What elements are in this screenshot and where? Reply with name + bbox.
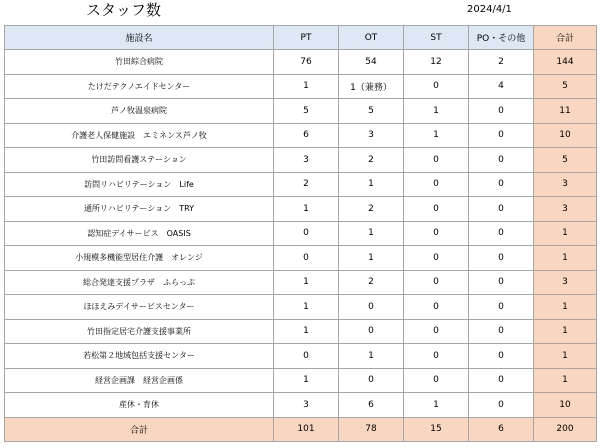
total-sum: 200 [534, 417, 597, 441]
cell-facility: 認知症デイサービス OASIS [5, 221, 274, 246]
cell-pt: 3 [274, 148, 339, 173]
cell-ot: 0 [339, 295, 404, 320]
header-ot: OT [339, 26, 404, 50]
cell-ot: 5 [339, 99, 404, 124]
cell-total: 11 [534, 99, 597, 124]
cell-po: 0 [469, 295, 534, 320]
table-row [5, 123, 597, 148]
cell-st: 0 [404, 368, 469, 393]
cell-po: 0 [469, 368, 534, 393]
cell-st: 0 [404, 148, 469, 173]
cell-po: 0 [469, 393, 534, 418]
cell-total: 1 [534, 344, 597, 369]
header-st: ST [404, 26, 469, 50]
header-total: 合計 [534, 26, 597, 50]
cell-pt: 6 [274, 123, 339, 148]
total-po: 6 [469, 417, 534, 441]
cell-ot: 2 [339, 197, 404, 222]
cell-st: 0 [404, 295, 469, 320]
cell-total: 5 [534, 74, 597, 99]
cell-facility: 産休・育休 [5, 393, 274, 418]
cell-st: 0 [404, 319, 469, 344]
cell-total: 1 [534, 368, 597, 393]
cell-ot: 54 [339, 50, 404, 75]
table-row [5, 295, 597, 320]
cell-po: 0 [469, 172, 534, 197]
cell-facility: 通所リハビリテーション TRY [5, 197, 274, 222]
cell-ot: 1 [339, 246, 404, 271]
header-facility: 施設名 [5, 26, 274, 50]
table-row [5, 270, 597, 295]
total-pt: 101 [274, 417, 339, 441]
cell-po: 2 [469, 50, 534, 75]
cell-st: 0 [404, 344, 469, 369]
cell-st: 1 [404, 99, 469, 124]
cell-facility: 竹田訪問看護ステーション [5, 148, 274, 173]
cell-pt: 1 [274, 319, 339, 344]
cell-pt: 1 [274, 197, 339, 222]
cell-st: 1 [404, 123, 469, 148]
cell-facility: 小規模多機能型居住介護 オレンジ [5, 246, 274, 271]
page-title: スタッフ数 [86, 1, 162, 19]
cell-st: 0 [404, 74, 469, 99]
cell-po: 0 [469, 344, 534, 369]
table-row [5, 393, 597, 418]
cell-total: 5 [534, 148, 597, 173]
cell-pt: 1 [274, 270, 339, 295]
cell-pt: 3 [274, 393, 339, 418]
cell-total: 3 [534, 270, 597, 295]
cell-pt: 5 [274, 99, 339, 124]
cell-ot: 1 [339, 172, 404, 197]
cell-total: 1 [534, 295, 597, 320]
cell-facility: たけだテクノエイドセンター [5, 74, 274, 99]
cell-facility: 経営企画課 経営企画係 [5, 368, 274, 393]
cell-total: 1 [534, 246, 597, 271]
cell-pt: 1 [274, 295, 339, 320]
table-row [5, 74, 597, 99]
table-row [5, 148, 597, 173]
cell-pt: 1 [274, 74, 339, 99]
cell-po: 0 [469, 99, 534, 124]
cell-facility: ほほえみデイサービスセンター [5, 295, 274, 320]
cell-ot: 2 [339, 270, 404, 295]
header-row [5, 26, 597, 50]
cell-total: 1 [534, 221, 597, 246]
cell-ot: 6 [339, 393, 404, 418]
cell-facility: 介護老人保健施設 エミネンス芦ノ牧 [5, 123, 274, 148]
table-row [5, 221, 597, 246]
cell-facility: 訪問リハビリテーション Life [5, 172, 274, 197]
staff-table [4, 25, 597, 442]
total-label: 合計 [5, 417, 274, 441]
cell-total: 3 [534, 172, 597, 197]
cell-total: 1 [534, 319, 597, 344]
cell-po: 0 [469, 197, 534, 222]
cell-facility: 竹田綜合病院 [5, 50, 274, 75]
cell-pt: 2 [274, 172, 339, 197]
cell-po: 0 [469, 319, 534, 344]
cell-po: 0 [469, 148, 534, 173]
cell-ot: 2 [339, 148, 404, 173]
table-row [5, 246, 597, 271]
cell-facility: 竹田指定居宅介護支援事業所 [5, 319, 274, 344]
cell-facility: 芦ノ牧温泉病院 [5, 99, 274, 124]
table-row [5, 197, 597, 222]
total-st: 15 [404, 417, 469, 441]
cell-po: 0 [469, 123, 534, 148]
cell-total: 3 [534, 197, 597, 222]
cell-pt: 0 [274, 221, 339, 246]
cell-pt: 0 [274, 246, 339, 271]
cell-pt: 1 [274, 368, 339, 393]
table-row [5, 344, 597, 369]
cell-po: 4 [469, 74, 534, 99]
cell-ot: 0 [339, 319, 404, 344]
cell-facility: 若松第２地域包括支援センター [5, 344, 274, 369]
cell-po: 0 [469, 270, 534, 295]
header-po: PO・その他 [469, 26, 534, 50]
cell-st: 0 [404, 172, 469, 197]
table-row [5, 172, 597, 197]
total-row [5, 417, 597, 441]
cell-st: 1 [404, 393, 469, 418]
table-row [5, 50, 597, 75]
table-row [5, 319, 597, 344]
header-pt: PT [274, 26, 339, 50]
cell-ot: 1 [339, 344, 404, 369]
cell-ot: 0 [339, 368, 404, 393]
cell-pt: 76 [274, 50, 339, 75]
table-row [5, 368, 597, 393]
cell-total: 10 [534, 123, 597, 148]
cell-st: 0 [404, 246, 469, 271]
cell-facility: 総合発達支援プラザ ふらっぷ [5, 270, 274, 295]
cell-st: 12 [404, 50, 469, 75]
table-row [5, 99, 597, 124]
cell-st: 0 [404, 221, 469, 246]
cell-ot: 1（兼務） [339, 74, 404, 99]
cell-st: 0 [404, 197, 469, 222]
cell-po: 0 [469, 221, 534, 246]
cell-ot: 1 [339, 221, 404, 246]
total-ot: 78 [339, 417, 404, 441]
cell-ot: 3 [339, 123, 404, 148]
cell-po: 0 [469, 246, 534, 271]
cell-st: 0 [404, 270, 469, 295]
page-date: 2024/4/1 [467, 4, 512, 15]
cell-total: 144 [534, 50, 597, 75]
cell-pt: 0 [274, 344, 339, 369]
cell-total: 10 [534, 393, 597, 418]
